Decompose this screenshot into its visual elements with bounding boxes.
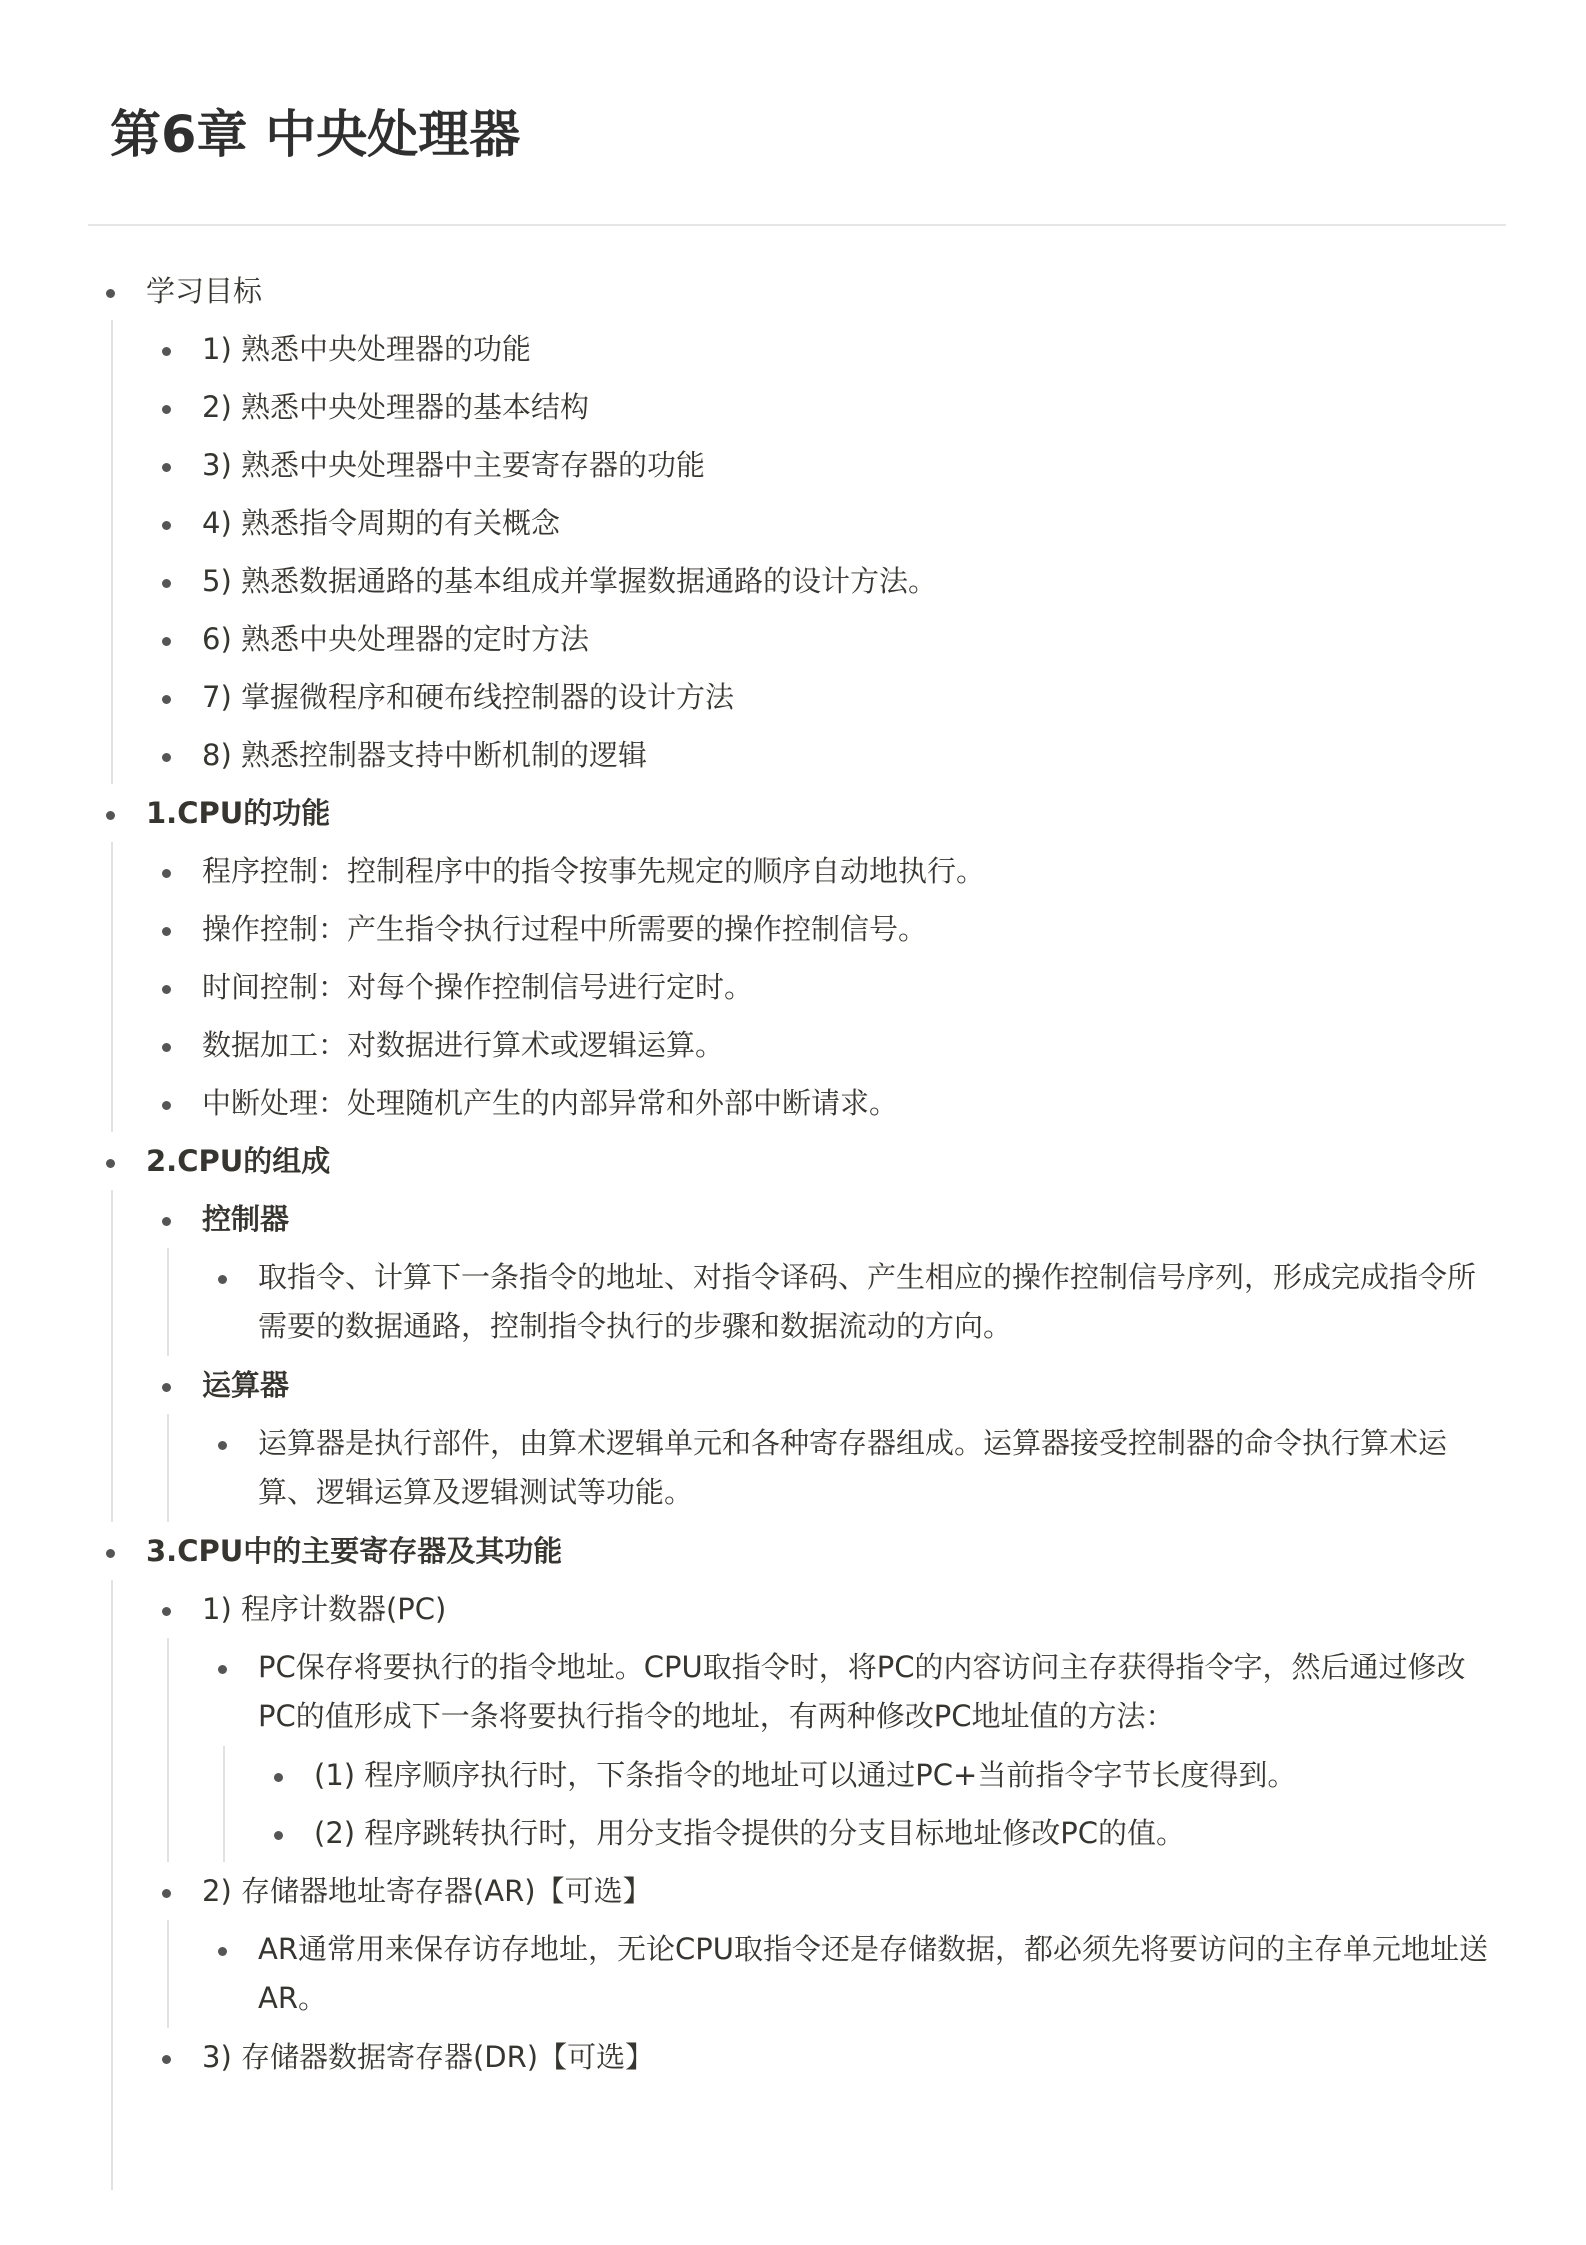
list-item	[0, 1016, 1586, 1074]
component-detail: 取指令、计算下一条指令的地址、对指令译码、产生相应的操作控制信号序列，形成完成指令所需要的数据通路，控制指令执行的步骤和数据流动的方向。	[258, 1260, 1477, 1343]
list-item	[0, 610, 1586, 668]
register-heading: 3) 存储器数据寄存器(DR)【可选】	[202, 2040, 655, 2074]
list-item	[0, 1414, 1586, 1522]
list-item	[0, 1804, 1586, 1862]
bullet-icon	[162, 869, 171, 878]
component-detail: 运算器是执行部件，由算术逻辑单元和各种寄存器组成。运算器接受控制器的命令执行算术运算、逻辑运算及逻辑测试等功能。	[258, 1426, 1448, 1509]
section-cpu-composition	[0, 1132, 1586, 1522]
bullet-icon	[162, 637, 171, 646]
list-item-controller	[0, 1190, 1586, 1356]
component-heading: 控制器	[202, 1202, 290, 1236]
bullet-icon	[162, 985, 171, 994]
list-item	[0, 1920, 1586, 2028]
function-text: 中断处理：处理随机产生的内部异常和外部中断请求。	[202, 1086, 899, 1120]
section-learning-goals	[0, 262, 1586, 784]
bullet-icon	[218, 1275, 227, 1284]
goal-text: 5) 熟悉数据通路的基本组成并掌握数据通路的设计方法。	[202, 564, 937, 598]
function-text: 程序控制：控制程序中的指令按事先规定的顺序自动地执行。	[202, 854, 986, 888]
bullet-icon	[162, 927, 171, 936]
list-item	[0, 1074, 1586, 1132]
register-heading: 1) 程序计数器(PC)	[202, 1592, 447, 1626]
goal-text: 4) 熟悉指令周期的有关概念	[202, 506, 560, 540]
bullet-icon	[274, 1773, 283, 1782]
bullet-icon	[162, 579, 171, 588]
list-item-alu	[0, 1356, 1586, 1522]
goal-text: 8) 熟悉控制器支持中断机制的逻辑	[202, 738, 647, 772]
list-item	[0, 842, 1586, 900]
page-title: 第6章 中央处理器	[110, 106, 521, 165]
section-heading: 1.CPU的功能	[146, 796, 331, 830]
bullet-icon	[218, 1947, 227, 1956]
list-item	[0, 900, 1586, 958]
outline-content	[0, 262, 1586, 2160]
list-item	[0, 378, 1586, 436]
function-text: 操作控制：产生指令执行过程中所需要的操作控制信号。	[202, 912, 928, 946]
bullet-icon	[218, 1665, 227, 1674]
method-text: (1) 程序顺序执行时，下条指令的地址可以通过PC+当前指令字节长度得到。	[314, 1758, 1297, 1792]
goal-text: 3) 熟悉中央处理器中主要寄存器的功能	[202, 448, 705, 482]
list-item-dr	[0, 2028, 1586, 2086]
bullet-icon	[106, 811, 115, 820]
goal-text: 7) 掌握微程序和硬布线控制器的设计方法	[202, 680, 734, 714]
outline-list	[0, 262, 1586, 2190]
goal-text: 2) 熟悉中央处理器的基本结构	[202, 390, 589, 424]
bullet-icon	[162, 521, 171, 530]
list-item	[0, 552, 1586, 610]
list-item-ar	[0, 1862, 1586, 2028]
section-children	[0, 842, 1586, 1132]
bullet-icon	[106, 289, 115, 298]
bullet-icon	[162, 1889, 171, 1898]
section-children	[0, 320, 1586, 784]
bullet-icon	[162, 1607, 171, 1616]
bullet-icon	[274, 1831, 283, 1840]
list-item	[0, 668, 1586, 726]
bullet-icon	[162, 2055, 171, 2064]
goal-text: 6) 熟悉中央处理器的定时方法	[202, 622, 589, 656]
section-heading: 学习目标	[146, 274, 263, 308]
list-item	[0, 436, 1586, 494]
register-heading: 2) 存储器地址寄存器(AR)【可选】	[202, 1874, 652, 1908]
bullet-icon	[162, 463, 171, 472]
list-item	[0, 958, 1586, 1016]
list-item	[0, 320, 1586, 378]
method-text: (2) 程序跳转执行时，用分支指令提供的分支目标地址修改PC的值。	[314, 1816, 1186, 1850]
bullet-icon	[162, 1383, 171, 1392]
section-children	[0, 1190, 1586, 1522]
list-item	[0, 1746, 1586, 1804]
bullet-icon	[106, 1159, 115, 1168]
section-heading: 3.CPU中的主要寄存器及其功能	[146, 1534, 563, 1568]
section-cpu-functions	[0, 784, 1586, 1132]
list-item	[0, 1248, 1586, 1356]
function-text: 时间控制：对每个操作控制信号进行定时。	[202, 970, 754, 1004]
list-item	[0, 494, 1586, 552]
bullet-icon	[162, 695, 171, 704]
register-detail: AR通常用来保存访存地址，无论CPU取指令还是存储数据，都必须先将要访问的主存单元地址送AR。	[258, 1932, 1488, 2015]
register-detail: PC保存将要执行的指令地址。CPU取指令时，将PC的内容访问主存获得指令字，然后通过修改PC的值形成下一条将要执行指令的地址，有两种修改PC地址值的方法：	[258, 1650, 1466, 1733]
section-heading: 2.CPU的组成	[146, 1144, 331, 1178]
bullet-icon	[162, 753, 171, 762]
bullet-icon	[162, 347, 171, 356]
list-item	[0, 1638, 1586, 1862]
bullet-icon	[218, 1441, 227, 1450]
goal-text: 1) 熟悉中央处理器的功能	[202, 332, 531, 366]
bullet-icon	[106, 1549, 115, 1558]
bullet-icon	[162, 1101, 171, 1110]
function-text: 数据加工：对数据进行算术或逻辑运算。	[202, 1028, 725, 1062]
bullet-icon	[162, 1043, 171, 1052]
component-heading: 运算器	[202, 1368, 290, 1402]
section-cpu-registers	[0, 1522, 1586, 2190]
list-item	[0, 726, 1586, 784]
list-item-pc	[0, 1580, 1586, 1862]
section-children	[0, 1580, 1586, 2190]
bullet-icon	[162, 1217, 171, 1226]
title-divider	[88, 224, 1506, 226]
bullet-icon	[162, 405, 171, 414]
